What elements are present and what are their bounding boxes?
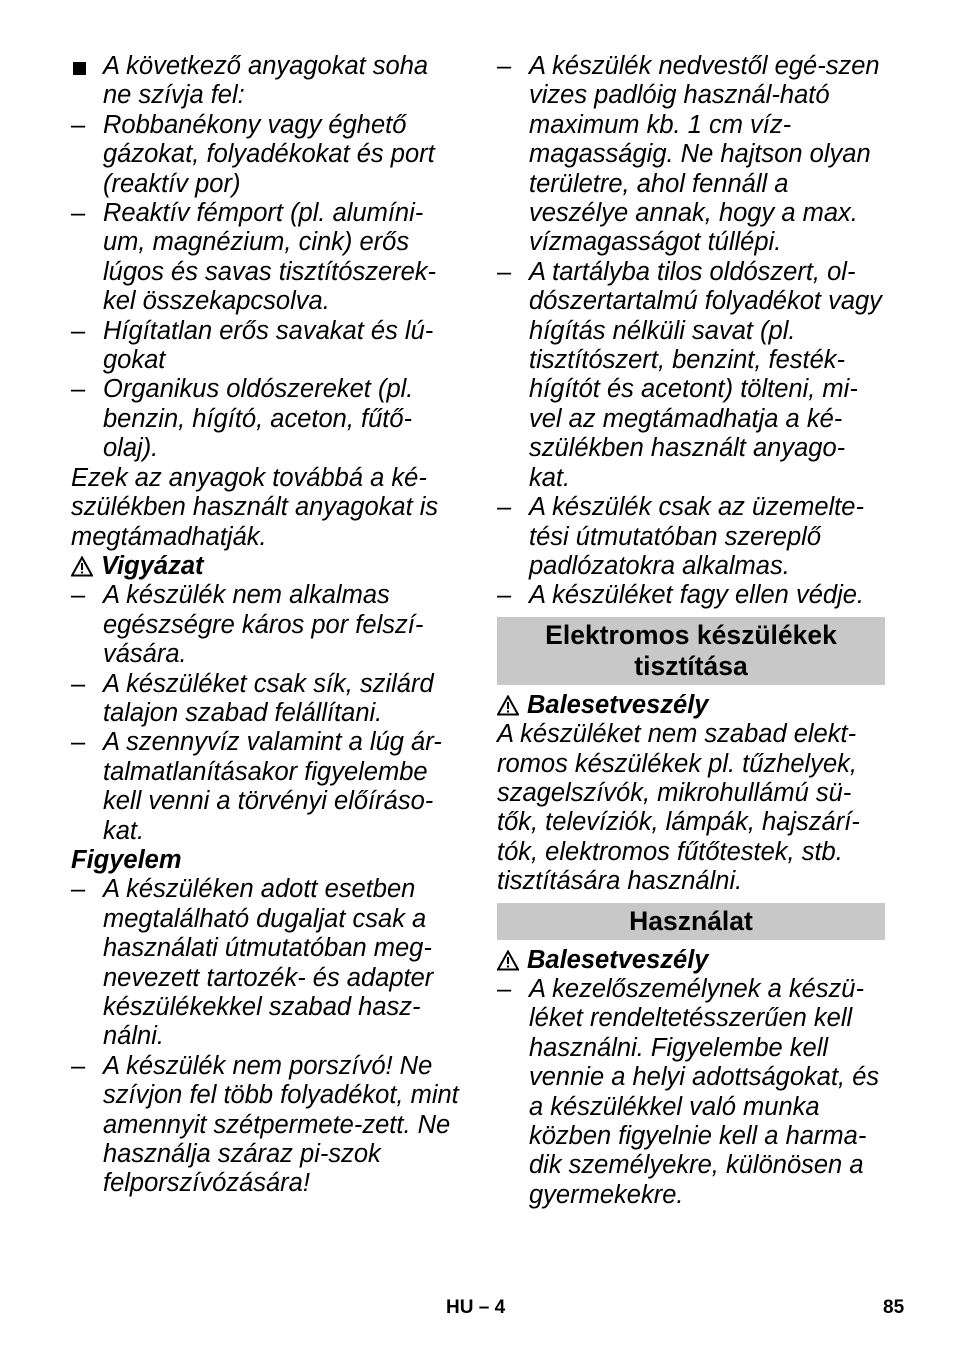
list-item-text: A szennyvíz valamint a lúg ár-talmatlanításakor figyelembe kell venni a törvényi előíráso-kat. (103, 728, 442, 845)
dash-icon (71, 199, 85, 228)
warning-heading-text: Balesetveszély (527, 945, 709, 974)
bullet-item-text: A következő anyagokat soha ne szívja fel: (103, 52, 429, 110)
dash-icon (71, 581, 85, 610)
dash-icon (497, 581, 511, 610)
dash-icon (71, 670, 85, 699)
list-item-text: A készüléket csak sík, szilárd talajon szabad felállítani. (103, 669, 434, 727)
section-heading-electrical-cleaning: Elektromos készülékek tisztítása (497, 617, 885, 685)
list-item-text: A kezelőszemélynek a készü-léket rendeltetésszerűen kell használni. Figyelembe kell vennie a helyi adottságokat, és a készülékkel való munka közben figyelnie kell a harma-dik személyekre, különösen a gyermekekre. (529, 974, 880, 1209)
list-item-text: A készüléken adott esetben megtalálható dugaljat csak a használati útmutatóban meg-nevezett tartozék- és adapter készülékekkel szabad hasz-nálni. (103, 875, 434, 1051)
dash-icon (71, 875, 85, 904)
warning-triangle-icon (497, 950, 519, 971)
list-item (497, 581, 885, 610)
list-item-text: Reaktív fémport (pl. alumíni-um, magnézium, cink) erős lúgos és savas tisztítószerek-kel összekapcsolva. (103, 199, 437, 316)
dash-icon (71, 111, 85, 140)
dash-icon (71, 1052, 85, 1081)
figyelem-heading: Figyelem (71, 845, 182, 874)
list-item (71, 317, 461, 376)
warning-triangle-icon (71, 556, 93, 577)
dash-list-1 (71, 111, 461, 464)
list-item (71, 581, 461, 669)
left-column (71, 52, 461, 1199)
warning-triangle-icon (497, 695, 519, 716)
list-item-text: A készülék csak az üzemelte-tési útmutatóban szereplő padlózatokra alkalmas. (529, 493, 864, 580)
dash-icon (497, 52, 511, 81)
list-item (497, 975, 885, 1210)
list-item (497, 258, 885, 493)
warning-heading (497, 691, 885, 720)
list-item-text: Robbanékony vagy éghető gázokat, folyadékokat és port (reaktív por) (103, 110, 435, 198)
dash-list-2 (71, 581, 461, 846)
dash-icon (497, 975, 511, 1004)
list-item (71, 875, 461, 1051)
list-item (71, 1052, 461, 1199)
list-item-text: A készülék nem alkalmas egészségre káros por felszí-vására. (103, 581, 424, 669)
list-item-text: A tartályba tilos oldószert, ol-dószertartalmú folyadékot vagy hígítás nélküli savat (pl. tisztítószert, benzint, festék-hígítót és acetont) tölteni, mi-vel az megtámadhatja a ké-szülékben használt anyago-kat. (529, 257, 882, 492)
list-item-text: A készülék nem porszívó! Ne szívjon fel több folyadékot, mint amennyit szétpermete-zett. Ne használja száraz pi-szok felporszívózására! (103, 1051, 459, 1198)
warning-heading-text: Balesetveszély (527, 690, 709, 719)
dash-icon (497, 258, 511, 287)
footer-page-number: 85 (883, 1297, 905, 1318)
list-item (71, 375, 461, 463)
dash-icon (497, 493, 511, 522)
paragraph: A készüléket nem szabad elekt-romos készülékek pl. tűzhelyek, szagelszívók, mikrohullámú sü-tők, televíziók, lámpák, hajszárí-tók, elektromos fűtőtestek, stb. tisztítására használni. (497, 720, 860, 896)
dash-list-3 (71, 875, 461, 1198)
warning-heading (497, 946, 885, 975)
dash-icon (71, 728, 85, 757)
list-item (497, 493, 885, 581)
list-item (71, 670, 461, 729)
section-heading-usage: Használat (497, 903, 885, 940)
square-bullet-icon (73, 62, 86, 75)
dash-icon (71, 375, 85, 404)
footer-section-page: HU – 4 (446, 1297, 506, 1318)
list-item-text: A készülék nedvestől egé-szen vizes padlóig használ-ható maximum kb. 1 cm víz-magasságig. Ne hajtson olyan területre, ahol fennáll a veszélye annak, hogy a max. vízmagasságot túllépi. (529, 52, 880, 257)
list-item-text: Organikus oldószereket (pl. benzin, hígító, aceton, fűtő-olaj). (103, 375, 414, 463)
dash-list-5 (497, 975, 885, 1210)
paragraph: Ezek az anyagok továbbá a ké-szülékben használt anyagokat is megtámadhatják. (71, 463, 439, 551)
right-column (497, 52, 885, 1210)
dash-list-4 (497, 52, 885, 611)
warning-heading (71, 552, 461, 581)
bullet-item (71, 52, 461, 111)
list-item (71, 728, 461, 846)
list-item (71, 111, 461, 199)
list-item (497, 52, 885, 258)
dash-icon (71, 317, 85, 346)
list-item-text: Hígítatlan erős savakat és lú-gokat (103, 316, 434, 375)
list-item (71, 199, 461, 317)
list-item-text: A készüléket fagy ellen védje. (529, 581, 864, 610)
warning-heading-text: Vigyázat (101, 551, 204, 580)
